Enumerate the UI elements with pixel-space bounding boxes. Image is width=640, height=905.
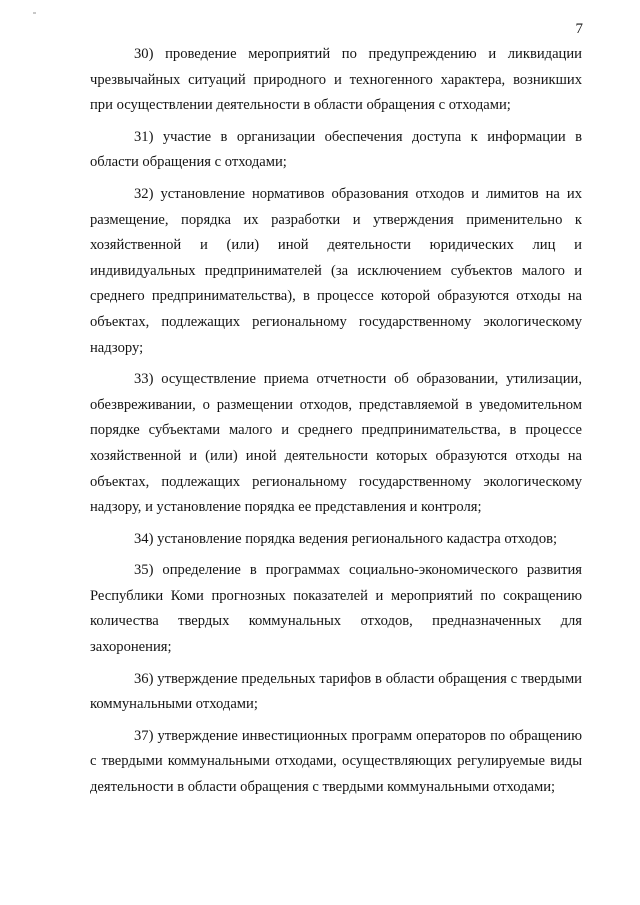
paragraph-32: 32) установление нормативов образования отходов и лимитов на их размещение, порядка их разработки и утверждения применительно к хозяйственной и (или) иной деятельности юридических лиц и индивидуальных предпринимателей (за исключением субъектов малого и среднего предпринимательства), в процессе которой образуются отходы на объектах, подлежащих региональному государственному экологическому надзору; — [90, 185, 582, 356]
document-body — [90, 42, 582, 807]
paragraph-36: 36) утверждение предельных тарифов в области обращения с твердыми коммунальными отходами; — [90, 670, 582, 713]
paragraph-31: 31) участие в организации обеспечения доступа к информации в области обращения с отходами; — [90, 128, 582, 171]
paragraph-35: 35) определение в программах социально-экономического развития Республики Коми прогнозных показателей и мероприятий по сокращению количества твердых коммунальных отходов, предназначенных для захоронения; — [90, 562, 582, 656]
paragraph-37: 37) утверждение инвестиционных программ операторов по обращению с твердыми коммунальными отходами, осуществляющих регулируемые виды деятельности в области обращения с твердыми коммунальными отходами; — [90, 727, 582, 796]
paragraph-30: 30) проведение мероприятий по предупреждению и ликвидации чрезвычайных ситуаций природного и техногенного характера, возникших при осуществлении деятельности в области обращения с отходами; — [90, 46, 582, 114]
paragraph-34: 34) установление порядка ведения регионального кадастра отходов; — [134, 530, 558, 547]
page-number: 7 — [575, 21, 583, 37]
paragraph-33: 33) осуществление приема отчетности об образовании, утилизации, обезвреживании, о размещении отходов, представляемой в уведомительном порядке субъектами малого и среднего предпринимательства, в процессе хозяйственной и (или) иной деятельности которых образуются отходы на объектах, подлежащих региональному государственному экологическому надзору, и установление порядка ее представления и контроля; — [90, 371, 582, 516]
scan-speck — [33, 12, 36, 14]
